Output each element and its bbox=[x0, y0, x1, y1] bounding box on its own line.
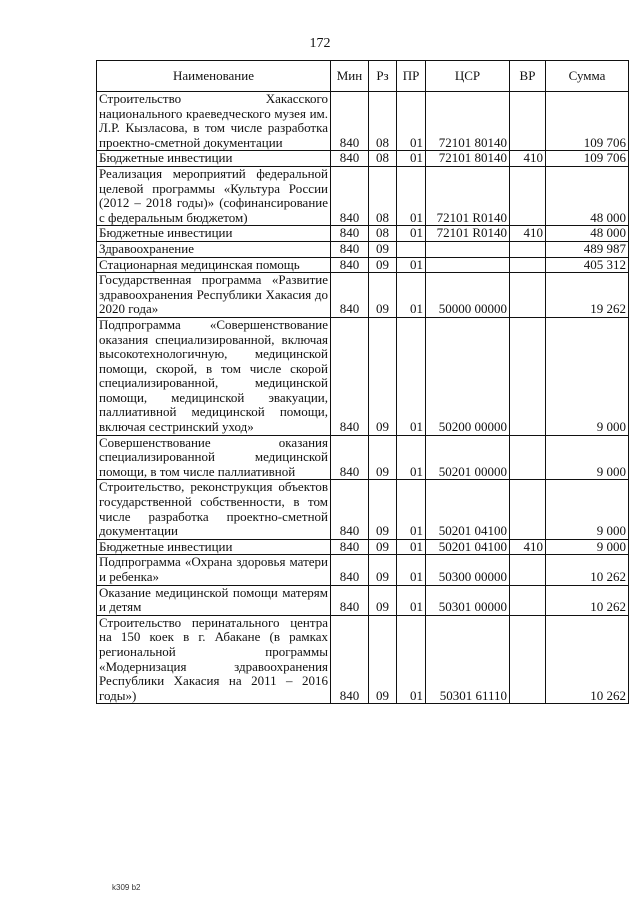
cell-min: 840 bbox=[331, 539, 369, 555]
cell-min: 840 bbox=[331, 257, 369, 273]
cell-sum: 10 262 bbox=[546, 585, 629, 615]
cell-sum: 489 987 bbox=[546, 241, 629, 257]
cell-vr bbox=[510, 615, 546, 704]
cell-vr: 410 bbox=[510, 151, 546, 167]
cell-pr: 01 bbox=[397, 151, 426, 167]
table-row bbox=[97, 92, 629, 151]
table-row bbox=[97, 166, 629, 225]
table-row bbox=[97, 555, 629, 585]
cell-vr: 410 bbox=[510, 539, 546, 555]
budget-table bbox=[96, 60, 629, 704]
cell-min: 840 bbox=[331, 151, 369, 167]
cell-pr: 01 bbox=[397, 555, 426, 585]
cell-rz: 09 bbox=[369, 539, 397, 555]
header-sum: Сумма bbox=[546, 61, 629, 92]
cell-min: 840 bbox=[331, 166, 369, 225]
cell-name: Здравоохранение bbox=[97, 241, 331, 257]
cell-name: Бюджетные инвестиции bbox=[97, 226, 331, 242]
cell-pr: 01 bbox=[397, 435, 426, 480]
cell-rz: 09 bbox=[369, 555, 397, 585]
cell-name: Строительство, реконструкция объектов государственной собственности, в том числе разработка проектно-сметной документации bbox=[97, 480, 331, 539]
cell-rz: 08 bbox=[369, 226, 397, 242]
table-row bbox=[97, 539, 629, 555]
cell-csr: 50201 04100 bbox=[426, 539, 510, 555]
cell-vr bbox=[510, 480, 546, 539]
cell-csr: 72101 80140 bbox=[426, 92, 510, 151]
cell-vr bbox=[510, 92, 546, 151]
cell-sum: 109 706 bbox=[546, 151, 629, 167]
cell-csr: 72101 80140 bbox=[426, 151, 510, 167]
cell-min: 840 bbox=[331, 435, 369, 480]
cell-vr bbox=[510, 166, 546, 225]
cell-sum: 10 262 bbox=[546, 555, 629, 585]
cell-name: Бюджетные инвестиции bbox=[97, 539, 331, 555]
cell-csr: 50300 00000 bbox=[426, 555, 510, 585]
cell-min: 840 bbox=[331, 226, 369, 242]
cell-rz: 09 bbox=[369, 317, 397, 435]
cell-csr bbox=[426, 241, 510, 257]
table-row bbox=[97, 317, 629, 435]
cell-pr: 01 bbox=[397, 615, 426, 704]
cell-sum: 9 000 bbox=[546, 539, 629, 555]
table-row bbox=[97, 273, 629, 318]
header-csr: ЦСР bbox=[426, 61, 510, 92]
cell-sum: 405 312 bbox=[546, 257, 629, 273]
cell-vr: 410 bbox=[510, 226, 546, 242]
cell-vr bbox=[510, 435, 546, 480]
cell-pr bbox=[397, 241, 426, 257]
cell-sum: 48 000 bbox=[546, 226, 629, 242]
table-row bbox=[97, 226, 629, 242]
cell-name: Оказание медицинской помощи матерям и детям bbox=[97, 585, 331, 615]
cell-sum: 10 262 bbox=[546, 615, 629, 704]
footer-code: k309 b2 bbox=[112, 883, 141, 892]
cell-vr bbox=[510, 273, 546, 318]
cell-min: 840 bbox=[331, 92, 369, 151]
cell-min: 840 bbox=[331, 480, 369, 539]
cell-csr: 50200 00000 bbox=[426, 317, 510, 435]
cell-csr: 72101 R0140 bbox=[426, 166, 510, 225]
cell-min: 840 bbox=[331, 615, 369, 704]
cell-csr: 50301 61110 bbox=[426, 615, 510, 704]
cell-sum: 48 000 bbox=[546, 166, 629, 225]
cell-min: 840 bbox=[331, 555, 369, 585]
cell-csr: 50201 04100 bbox=[426, 480, 510, 539]
table-row bbox=[97, 151, 629, 167]
cell-pr: 01 bbox=[397, 585, 426, 615]
cell-sum: 19 262 bbox=[546, 273, 629, 318]
page-number: 172 bbox=[309, 36, 331, 51]
cell-rz: 09 bbox=[369, 615, 397, 704]
cell-rz: 09 bbox=[369, 241, 397, 257]
cell-pr: 01 bbox=[397, 317, 426, 435]
cell-pr: 01 bbox=[397, 539, 426, 555]
header-min: Мин bbox=[331, 61, 369, 92]
header-rz: Рз bbox=[369, 61, 397, 92]
cell-pr: 01 bbox=[397, 166, 426, 225]
cell-vr bbox=[510, 585, 546, 615]
cell-csr: 50201 00000 bbox=[426, 435, 510, 480]
cell-pr: 01 bbox=[397, 480, 426, 539]
cell-rz: 09 bbox=[369, 435, 397, 480]
cell-name: Стационарная медицинская помощь bbox=[97, 257, 331, 273]
cell-rz: 08 bbox=[369, 92, 397, 151]
cell-min: 840 bbox=[331, 585, 369, 615]
cell-pr: 01 bbox=[397, 273, 426, 318]
cell-min: 840 bbox=[331, 317, 369, 435]
cell-csr: 50000 00000 bbox=[426, 273, 510, 318]
cell-min: 840 bbox=[331, 273, 369, 318]
cell-vr bbox=[510, 241, 546, 257]
cell-rz: 09 bbox=[369, 257, 397, 273]
cell-rz: 09 bbox=[369, 273, 397, 318]
header-name: Наименование bbox=[97, 61, 331, 92]
cell-name: Бюджетные инвестиции bbox=[97, 151, 331, 167]
cell-vr bbox=[510, 257, 546, 273]
table-row bbox=[97, 585, 629, 615]
cell-sum: 109 706 bbox=[546, 92, 629, 151]
cell-csr: 50301 00000 bbox=[426, 585, 510, 615]
cell-csr bbox=[426, 257, 510, 273]
table-row bbox=[97, 480, 629, 539]
cell-sum: 9 000 bbox=[546, 435, 629, 480]
header-vr: ВР bbox=[510, 61, 546, 92]
cell-name: Совершенствование оказания специализированной медицинской помощи, в том числе паллиативной bbox=[97, 435, 331, 480]
cell-name: Государственная программа «Развитие здравоохранения Республики Хакасия до 2020 года» bbox=[97, 273, 331, 318]
cell-name: Строительство перинатального центра на 150 коек в г. Абакане (в рамках региональной программы «Модернизация здравоохранения Республики Хакасия на 2011 – 2016 годы») bbox=[97, 615, 331, 704]
cell-pr: 01 bbox=[397, 257, 426, 273]
cell-vr bbox=[510, 317, 546, 435]
cell-name: Подпрограмма «Совершенствование оказания специализированной, включая высокотехнологичную, медицинской помощи, скорой, в том числе скорой специализированной, медицинской помощи, медицинской эвакуации, паллиативной медицинской помощи, включая сестринский уход» bbox=[97, 317, 331, 435]
table-row bbox=[97, 241, 629, 257]
cell-min: 840 bbox=[331, 241, 369, 257]
cell-pr: 01 bbox=[397, 92, 426, 151]
cell-sum: 9 000 bbox=[546, 480, 629, 539]
table-header-row bbox=[97, 61, 629, 92]
cell-name: Реализация мероприятий федеральной целевой программы «Культура России (2012 – 2018 годы)» (софинансирование с федеральным бюджетом) bbox=[97, 166, 331, 225]
cell-rz: 09 bbox=[369, 480, 397, 539]
table-row bbox=[97, 257, 629, 273]
cell-rz: 08 bbox=[369, 166, 397, 225]
cell-csr: 72101 R0140 bbox=[426, 226, 510, 242]
cell-rz: 08 bbox=[369, 151, 397, 167]
cell-name: Подпрограмма «Охрана здоровья матери и ребенка» bbox=[97, 555, 331, 585]
header-pr: ПР bbox=[397, 61, 426, 92]
table-row bbox=[97, 615, 629, 704]
cell-rz: 09 bbox=[369, 585, 397, 615]
cell-vr bbox=[510, 555, 546, 585]
table-row bbox=[97, 435, 629, 480]
cell-name: Строительство Хакасского национального краеведческого музея им. Л.Р. Кызласова, в том числе разработка проектно-сметной документации bbox=[97, 92, 331, 151]
cell-sum: 9 000 bbox=[546, 317, 629, 435]
cell-pr: 01 bbox=[397, 226, 426, 242]
